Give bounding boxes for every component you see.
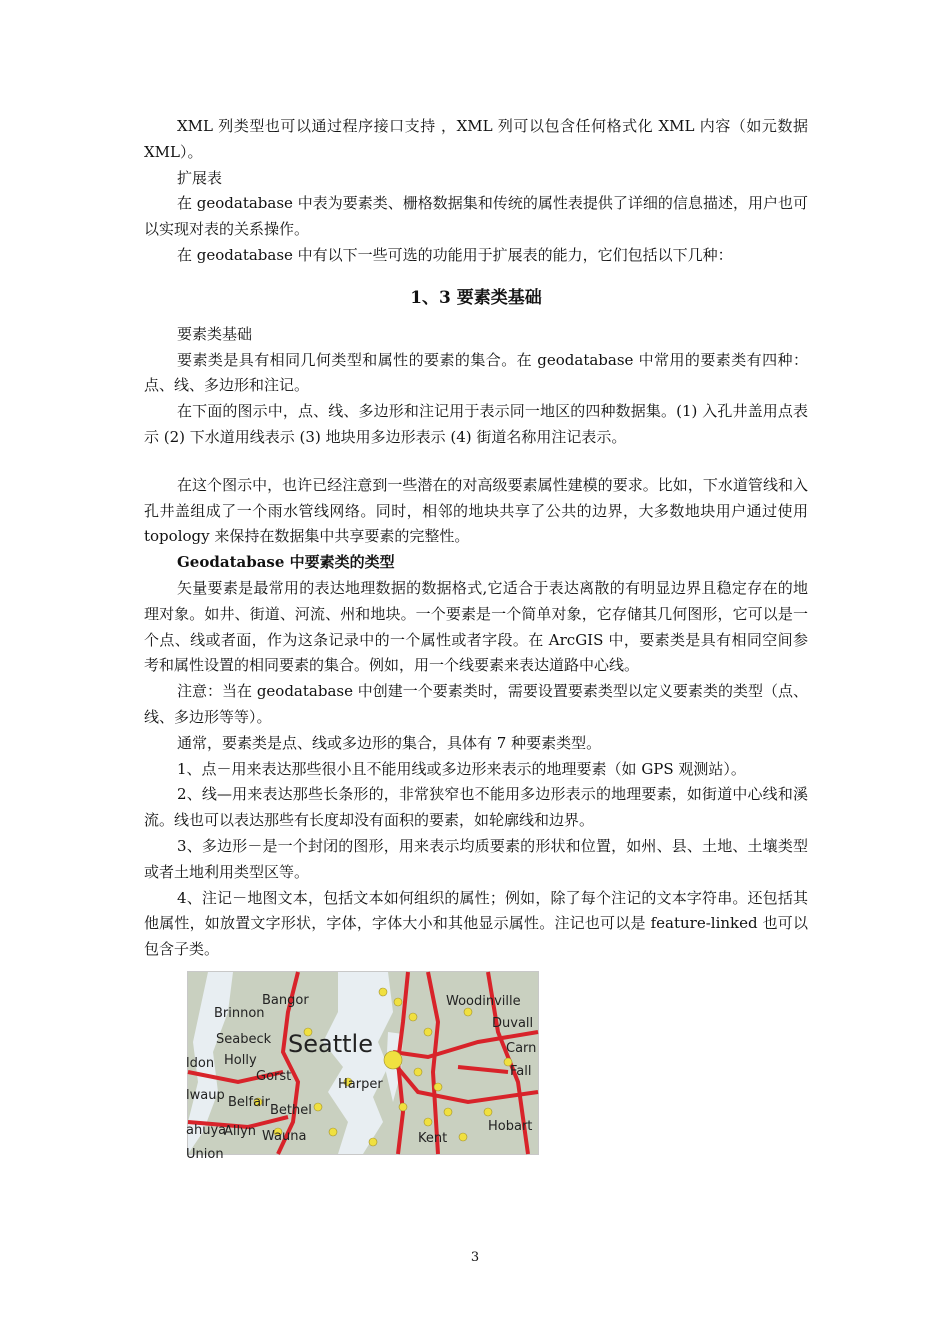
paragraph-note: 注意：当在 geodatabase 中创建一个要素类时，需要设置要素类型以定义要素类的类型（点、线、多边形等等）。 xyxy=(144,682,808,726)
map-label: Kent xyxy=(418,1131,448,1146)
spacer xyxy=(144,451,808,473)
map-svg xyxy=(186,972,538,1162)
map-label: ahuya xyxy=(186,1123,227,1138)
seattle-map-image xyxy=(186,971,539,1162)
map-label: Allyn xyxy=(224,1124,257,1139)
map-label: Harper xyxy=(338,1077,383,1092)
map-label: Union xyxy=(186,1147,224,1162)
map-label: Gorst xyxy=(256,1069,292,1084)
paragraph-xml-column: XML 列类型也可以通过程序接口支持 ，XML 列可以包含任何格式化 XML 内容（如元数据 XML）。 xyxy=(144,117,808,161)
paragraph-type-point: 1、点－用来表达那些很小且不能用线或多边形来表示的地理要素（如 GPS 观测站）。 xyxy=(177,759,746,778)
paragraph-type-annotation: 4、注记－地图文本，包括文本如何组织的属性；例如，除了每个注记的文本字符串。还包括其他属性，如放置文字形状，字体，字体大小和其他显示属性。注记也可以是 feature-linked 也可以包含子类。 xyxy=(144,888,808,959)
map-label: Belfair xyxy=(228,1095,271,1110)
paragraph-feature-class-basics-title: 要素类基础 xyxy=(177,324,253,343)
paragraph-extended-table: 在 geodatabase 中表为要素类、栅格数据集和传统的属性表提供了详细的信息描述，用户也可以实现对表的关系操作。 xyxy=(144,194,808,239)
paragraph-advanced-modeling: 在这个图示中，也许已经注意到一些潜在的对高级要素属性建模的要求。比如，下水道管线和入孔井盖组成了一个雨水管线网络。同时，相邻的地块共享了公共的边界，大多数地块用户通过使用 topology 来保持在数据集中共享要素的完整性。 xyxy=(144,475,808,546)
map-label: Bangor xyxy=(262,993,309,1008)
map-label: Duvall xyxy=(492,1016,534,1031)
paragraph-seven-types: 通常，要素类是点、线或多边形的集合，具体有 7 种要素类型。 xyxy=(177,733,602,752)
map-label: ldon xyxy=(186,1056,215,1071)
map-label: Holly xyxy=(224,1053,257,1068)
paragraph-optional-functions: 在 geodatabase 中有以下一些可选的功能用于扩展表的能力，它们包括以下几种： xyxy=(177,245,733,264)
paragraph-feature-class-definition: 要素类是具有相同几何类型和属性的要素的集合。在 geodatabase 中常用的要素类有四种：点、线、多边形和注记。 xyxy=(144,350,808,395)
map-label: Carn xyxy=(506,1041,537,1056)
map-label: Woodinville xyxy=(446,994,521,1009)
section-heading: 1、3 要素类基础 xyxy=(410,287,542,308)
map-label: lwaup xyxy=(186,1088,225,1103)
map-label-seattle: Seattle xyxy=(288,1030,373,1058)
body-text xyxy=(144,114,808,963)
page-number: 3 xyxy=(470,1250,480,1265)
paragraph-type-line: 2、线—用来表达那些长条形的，非常狭窄也不能用多边形表示的地理要素，如街道中心线和溪流。线也可以表达那些有长度却没有面积的要素，如轮廓线和边界。 xyxy=(144,785,808,830)
paragraph-four-datasets: 在下面的图示中，点、线、多边形和注记用于表示同一地区的四种数据集。(1) 入孔井盖用点表示 (2) 下水道用线表示 (3) 地块用多边形表示 (4) 街道名称用注记表示。 xyxy=(144,402,808,446)
map-label: Bethel xyxy=(270,1103,312,1118)
map-label: Hobart xyxy=(488,1119,533,1134)
map-label: Fall xyxy=(510,1064,532,1079)
map-label: Seabeck xyxy=(216,1032,272,1047)
map-label: Brinnon xyxy=(214,1006,265,1021)
paragraph-type-polygon: 3、多边形－是一个封闭的图形，用来表示均质要素的形状和位置，如州、县、土地、土壤类型或者土地利用类型区等。 xyxy=(144,836,808,881)
map-label: Wauna xyxy=(262,1129,307,1144)
paragraph-extended-table-title: 扩展表 xyxy=(177,168,223,187)
subheading-feature-class-types: Geodatabase 中要素类的类型 xyxy=(177,553,395,572)
paragraph-vector-features: 矢量要素是最常用的表达地理数据的数据格式,它适合于表达离散的有明显边界且稳定存在的地理对象。如井、街道、河流、州和地块。一个要素是一个简单对象，它存储其几何图形，它可以是一个点、线或者面，作为这条记录中的一个属性或者字段。在 ArcGIS 中，要素类是具有相同空间参考和属性设置的相同要素的集合。例如，用一个线要素来表达道路中心线。 xyxy=(144,578,808,675)
